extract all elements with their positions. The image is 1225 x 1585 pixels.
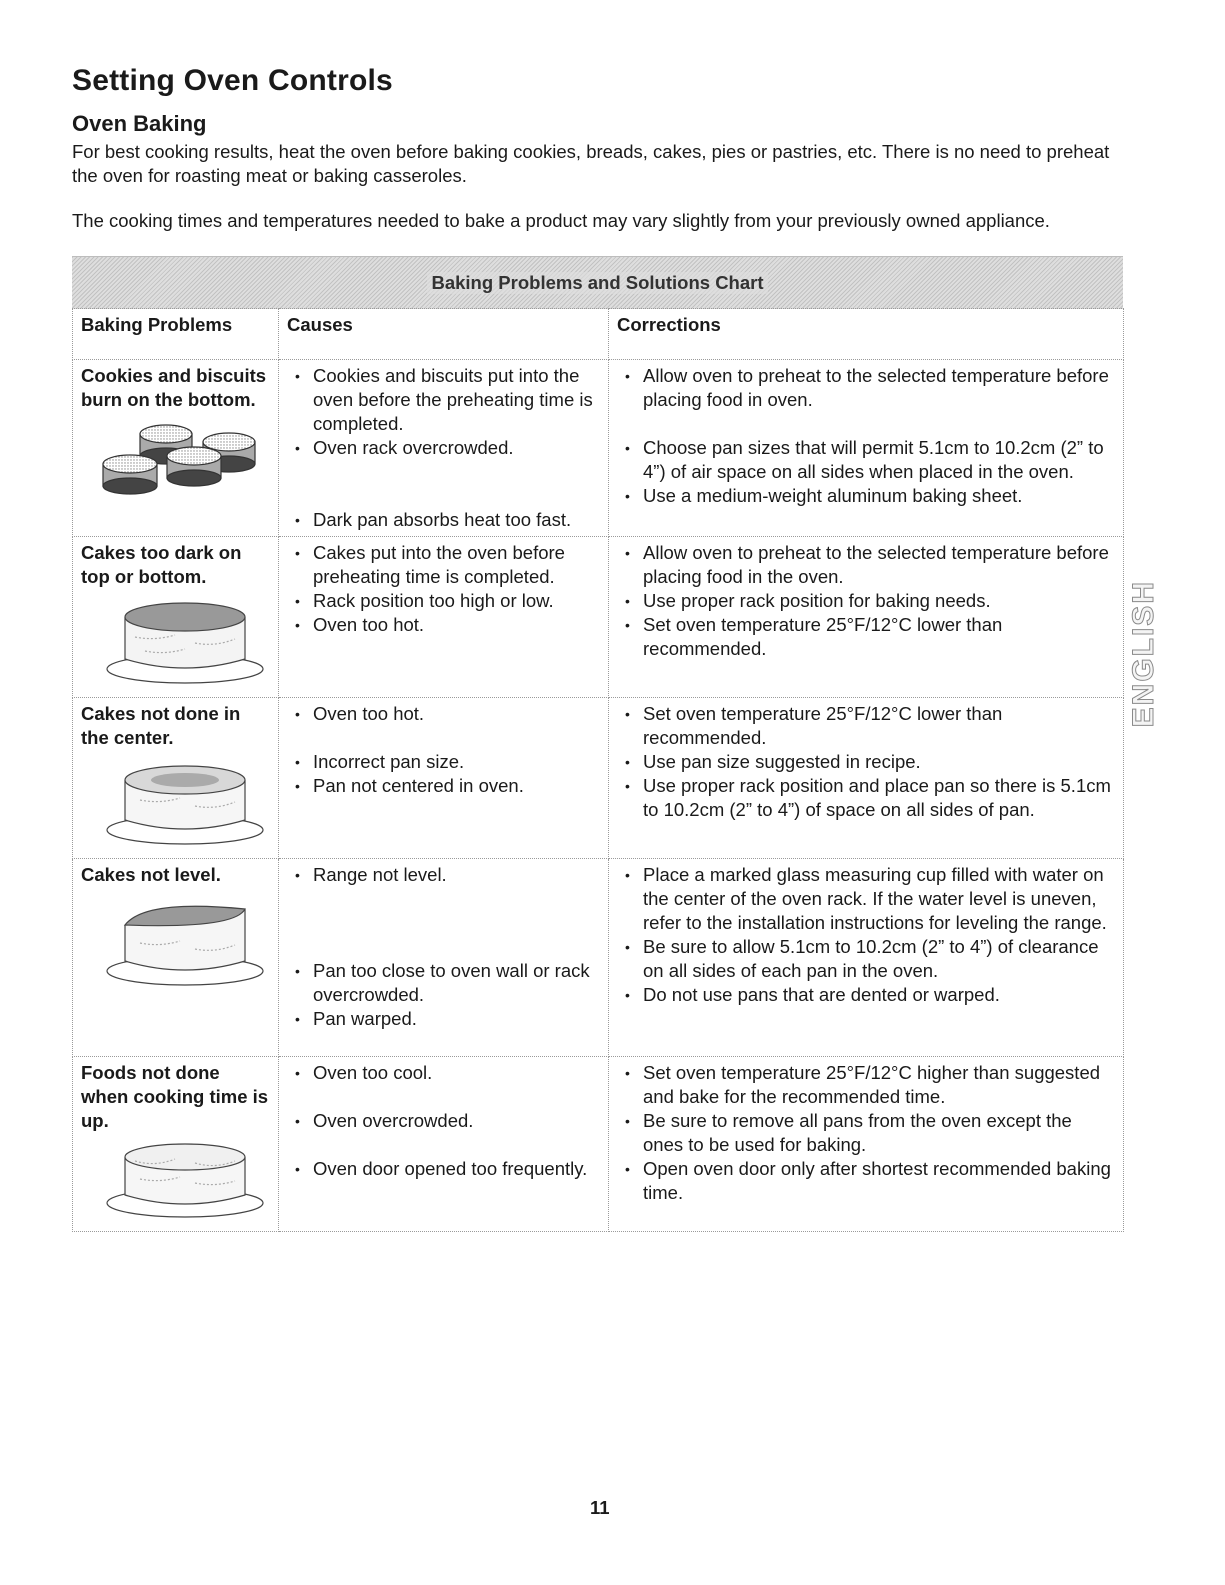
- correction-item: • Set oven temperature 25°F/12°C higher than suggested and bake for the recommended time.: [617, 1061, 1117, 1109]
- chart-title-banner: [72, 256, 1123, 309]
- cake-plain-icon: [85, 1141, 265, 1221]
- cake-dark-icon: [85, 597, 265, 687]
- correction-item: • Do not use pans that are dented or warped.: [617, 983, 1117, 1007]
- problem-cell: [73, 859, 279, 1057]
- page-title: Setting Oven Controls: [72, 64, 393, 97]
- chart-title: Baking Problems and Solutions Chart: [427, 272, 767, 294]
- causes-cell: [279, 537, 609, 698]
- correction-item: • Allow oven to preheat to the selected temperature before placing food in oven.: [617, 364, 1117, 412]
- column-header-corrections: Corrections: [609, 309, 1124, 360]
- corrections-cell: [609, 360, 1124, 537]
- cause-item: • Pan too close to oven wall or rack overcrowded.: [287, 959, 602, 1007]
- problem-label: Cakes not done in the center.: [81, 703, 241, 748]
- correction-item: • Allow oven to preheat to the selected temperature before placing food in the oven.: [617, 541, 1117, 589]
- causes-cell: [279, 698, 609, 859]
- baking-problems-table: [72, 308, 1124, 1232]
- problem-cell: [73, 360, 279, 537]
- cause-item: • Range not level.: [287, 863, 602, 887]
- table-row: [73, 859, 1124, 1057]
- problem-cell: [73, 537, 279, 698]
- problem-label: Cakes too dark on top or bottom.: [81, 542, 242, 587]
- table-header-row: [73, 309, 1124, 360]
- correction-item: • Be sure to remove all pans from the oven except the ones to be used for baking.: [617, 1109, 1117, 1157]
- column-header-problems: Baking Problems: [73, 309, 279, 360]
- cause-item: • Oven too cool.: [287, 1061, 602, 1085]
- table-row: [73, 698, 1124, 859]
- corrections-cell: [609, 537, 1124, 698]
- cause-item: • Pan warped.: [287, 1007, 602, 1031]
- problem-label: Cakes not level.: [81, 864, 221, 885]
- corrections-cell: [609, 698, 1124, 859]
- correction-item: • Set oven temperature 25°F/12°C lower than recommended.: [617, 702, 1117, 750]
- cause-item: • Cookies and biscuits put into the oven before the preheating time is completed.: [287, 364, 602, 436]
- table-row: [73, 537, 1124, 698]
- cause-item: • Oven door opened too frequently.: [287, 1157, 602, 1181]
- problem-label: Foods not done when cooking time is up.: [81, 1062, 269, 1131]
- correction-item: • Use a medium-weight aluminum baking sheet.: [617, 484, 1117, 508]
- cause-item: • Dark pan absorbs heat too fast.: [287, 508, 602, 532]
- correction-item: • Use proper rack position for baking needs.: [617, 589, 1117, 613]
- intro-paragraph-2: The cooking times and temperatures needed to bake a product may vary slightly from your previously owned appliance.: [72, 210, 1050, 231]
- table-row: [73, 1057, 1124, 1232]
- cause-item: • Oven too hot.: [287, 613, 602, 637]
- cause-item: • Rack position too high or low.: [287, 589, 602, 613]
- correction-item: • Set oven temperature 25°F/12°C lower than recommended.: [617, 613, 1117, 661]
- cookies-icon: [85, 420, 260, 510]
- causes-cell: [279, 859, 609, 1057]
- correction-item: • Use proper rack position and place pan so there is 5.1cm to 10.2cm (2” to 4”) of space on all sides of pan.: [617, 774, 1117, 822]
- corrections-cell: [609, 859, 1124, 1057]
- problem-cell: [73, 698, 279, 859]
- column-header-causes: Causes: [279, 309, 609, 360]
- causes-cell: [279, 360, 609, 537]
- section-title: Oven Baking: [72, 111, 207, 136]
- causes-cell: [279, 1057, 609, 1232]
- cake-underdone-icon: [85, 758, 265, 848]
- intro-paragraph: For best cooking results, heat the oven before baking cookies, breads, cakes, pies or pastries, etc. There is no need to preheat the oven for roasting meat or baking casseroles.: [72, 141, 1110, 186]
- cause-item: • Pan not centered in oven.: [287, 774, 602, 798]
- cause-item: • Oven rack overcrowded.: [287, 436, 602, 460]
- problem-cell: [73, 1057, 279, 1232]
- correction-item: • Place a marked glass measuring cup filled with water on the center of the oven rack. If the water level is uneven, refer to the installation instructions for leveling the range.: [617, 863, 1117, 935]
- correction-item: • Be sure to allow 5.1cm to 10.2cm (2” to 4”) of clearance on all sides of each pan in the oven.: [617, 935, 1117, 983]
- cause-item: • Cakes put into the oven before preheating time is completed.: [287, 541, 602, 589]
- correction-item: • Choose pan sizes that will permit 5.1cm to 10.2cm (2” to 4”) of air space on all sides when placed in the oven.: [617, 436, 1117, 484]
- correction-item: • Open oven door only after shortest recommended baking time.: [617, 1157, 1117, 1205]
- correction-item: • Use pan size suggested in recipe.: [617, 750, 1117, 774]
- problem-label: Cookies and biscuits burn on the bottom.: [81, 365, 267, 410]
- cause-item: • Incorrect pan size.: [287, 750, 602, 774]
- corrections-cell: [609, 1057, 1124, 1232]
- table-row: [73, 360, 1124, 537]
- cause-item: • Oven overcrowded.: [287, 1109, 602, 1133]
- language-tab: ENGLISH: [1127, 580, 1160, 728]
- page-number: 11: [590, 1497, 610, 1518]
- cake-tilted-icon: [85, 895, 265, 990]
- cause-item: • Oven too hot.: [287, 702, 602, 726]
